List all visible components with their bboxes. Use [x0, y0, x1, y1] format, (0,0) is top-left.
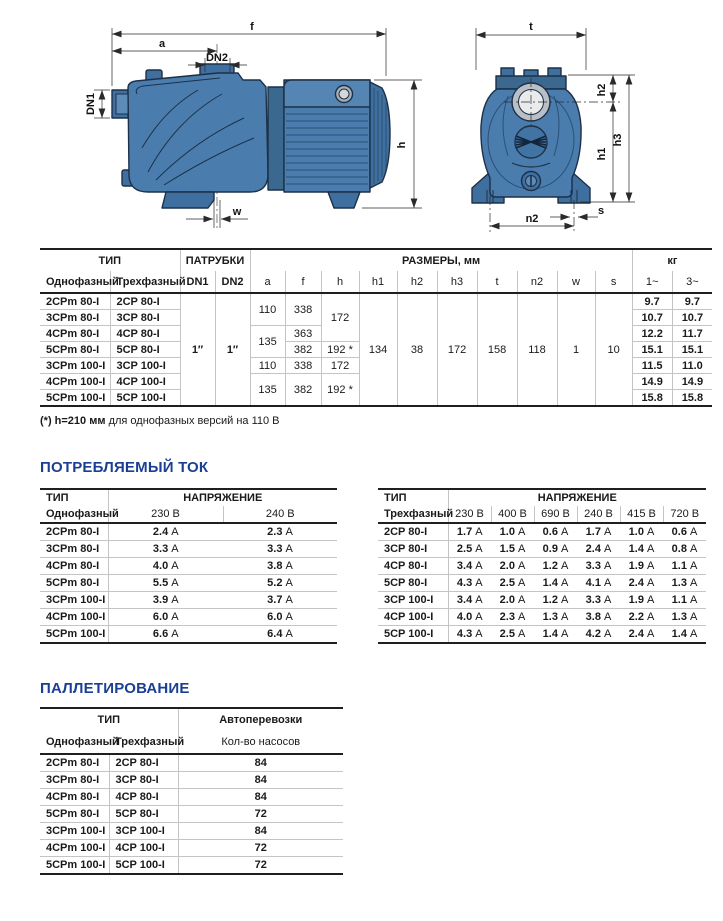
amp-value-240: 3.3 A: [577, 592, 620, 609]
table-row: [40, 293, 712, 310]
dim-value-h: 192 *: [321, 374, 359, 407]
amp-value-230: 3.9 A: [108, 592, 223, 609]
dim-value-f: 382: [285, 374, 321, 407]
table-row: [40, 558, 337, 575]
amp-value-415: 2.4 A: [620, 575, 663, 592]
dim-value-a: 110: [250, 358, 285, 374]
amp-value-230: 3.3 A: [108, 541, 223, 558]
current-tables: [40, 488, 723, 644]
pump-model-three: 4CP 100-I: [109, 840, 178, 857]
pump-model: 5CP 80-I: [378, 575, 448, 592]
pump-model-single: 4CPm 100-I: [40, 840, 109, 857]
pumps-per-pallet: 72: [178, 840, 343, 857]
amp-value-240: 5.2 A: [223, 575, 337, 592]
section-title-pallet: ПАЛЛЕТИРОВАНИЕ: [40, 680, 190, 697]
table-row: [40, 806, 343, 823]
col-type: ТИП: [378, 489, 448, 506]
weight-single: 15.8: [632, 390, 672, 407]
col-volt-240: 240 В: [577, 506, 620, 523]
pump-model-single: 4CPm 80-I: [40, 789, 109, 806]
dim-value-h: 192 *: [321, 342, 359, 358]
amp-value-690: 0.9 A: [534, 541, 577, 558]
palletizing-table: [40, 707, 343, 875]
pump-front-view-drawing: [452, 4, 722, 236]
amp-value-690: 1.4 A: [534, 575, 577, 592]
pump-model-single: 5CPm 80-I: [40, 806, 109, 823]
pump-model-three: 2CP 80-I: [110, 293, 180, 310]
dim-value-f: 338: [285, 293, 321, 326]
amp-value-230: 6.6 A: [108, 626, 223, 644]
footnote-bold: (*) h=210 мм: [40, 415, 106, 427]
pallet-body: [40, 754, 343, 874]
amp-value-415: 2.4 A: [620, 626, 663, 644]
col-dn1: DN1: [180, 271, 215, 293]
col-h: h: [321, 271, 359, 293]
column-header-row: [40, 506, 337, 523]
col-w: w: [557, 271, 595, 293]
pump-model-single: 4CPm 80-I: [40, 326, 110, 342]
table-row: [40, 840, 343, 857]
group-header-row: [40, 708, 343, 731]
dim-label-dn2: DN2: [205, 52, 229, 64]
three-phase-current-table: [378, 488, 706, 644]
pump-model-three: 4CP 80-I: [109, 789, 178, 806]
col-three-phase: Трехфазный: [115, 736, 185, 748]
table-row: [378, 592, 706, 609]
table-row: [40, 857, 343, 875]
pump-model-three: 3CP 80-I: [109, 772, 178, 789]
amp-value-690: 0.6 A: [534, 523, 577, 541]
pump-model-three: 3CP 100-I: [109, 823, 178, 840]
pump-side-view-drawing: [30, 4, 432, 236]
col-qty: Кол-во насосов: [178, 731, 343, 754]
single-phase-current-table: [40, 488, 337, 644]
dim-value-a: 135: [250, 326, 285, 358]
pump-model-single: 3CPm 100-I: [40, 823, 109, 840]
pump-model: 4CPm 80-I: [40, 558, 108, 575]
column-header-row: [40, 731, 343, 754]
dim-value-h: 172: [321, 358, 359, 374]
amp-value-230: 2.5 A: [448, 541, 491, 558]
pump-model: 4CP 100-I: [378, 609, 448, 626]
weight-three: 10.7: [672, 310, 712, 326]
group-header-row: [40, 249, 712, 271]
dimensions-table: [40, 248, 712, 407]
amp-value-415: 2.2 A: [620, 609, 663, 626]
col-group-ports: ПАТРУБКИ: [180, 249, 250, 271]
col-n2: n2: [517, 271, 557, 293]
col-kg-single: 1~: [632, 271, 672, 293]
dn2-value: 1″: [215, 293, 250, 406]
amp-value-720: 1.1 A: [663, 592, 706, 609]
col-group-sizes: РАЗМЕРЫ, мм: [250, 249, 632, 271]
pump-model-three: 5CP 80-I: [110, 342, 180, 358]
col-single-phase: Однофазный: [46, 736, 119, 748]
pump-front-body: [472, 68, 590, 203]
single-current-body: [40, 523, 337, 643]
amp-value-240: 2.3 A: [223, 523, 337, 541]
table-row: [40, 823, 343, 840]
dim-label-f: f: [250, 21, 254, 33]
amp-value-230: 4.0 A: [108, 558, 223, 575]
dim-value-h3: 172: [437, 293, 477, 406]
pump-model-single: 3CPm 80-I: [40, 772, 109, 789]
amp-value-230: 1.7 A: [448, 523, 491, 541]
table-row: [40, 541, 337, 558]
amp-value-230: 4.0 A: [448, 609, 491, 626]
weight-single: 14.9: [632, 374, 672, 390]
amp-value-240: 3.3 A: [223, 541, 337, 558]
amp-value-240: 6.0 A: [223, 609, 337, 626]
dim-value-f: 382: [285, 342, 321, 358]
table-row: [40, 754, 343, 772]
dim-value-a: 110: [250, 293, 285, 326]
dim-label-a: a: [158, 38, 166, 50]
col-transport: Автоперевозки: [178, 708, 343, 731]
footnote-text: для однофазных версий на 110 В: [108, 415, 280, 427]
dim-value-s: 10: [595, 293, 632, 406]
pump-model-single: 5CPm 80-I: [40, 342, 110, 358]
pump-model-single: 5CPm 100-I: [40, 390, 110, 407]
col-group-kg: кг: [632, 249, 712, 271]
dim-value-h2: 38: [397, 293, 437, 406]
table-row: [40, 523, 337, 541]
dim-label-n2: n2: [525, 213, 539, 225]
weight-three: 14.9: [672, 374, 712, 390]
amp-value-690: 1.4 A: [534, 626, 577, 644]
weight-single: 12.2: [632, 326, 672, 342]
amp-value-690: 1.2 A: [534, 558, 577, 575]
pump-side-body: [112, 64, 390, 208]
table-row: [378, 541, 706, 558]
pump-model: 4CPm 100-I: [40, 609, 108, 626]
group-header-row: [378, 489, 706, 506]
column-header-row: [378, 506, 706, 523]
amp-value-240: 3.7 A: [223, 592, 337, 609]
amp-value-720: 1.3 A: [663, 575, 706, 592]
amp-value-230: 2.4 A: [108, 523, 223, 541]
col-volt-720: 720 В: [663, 506, 706, 523]
table-row: [378, 575, 706, 592]
col-volt-400: 400 В: [491, 506, 534, 523]
dim-value-w: 1: [557, 293, 595, 406]
table-row: [40, 772, 343, 789]
col-volt-230: 230 В: [448, 506, 491, 523]
pump-model-three: 5CP 100-I: [109, 857, 178, 875]
amp-value-720: 0.8 A: [663, 541, 706, 558]
amp-value-240: 4.2 A: [577, 626, 620, 644]
col-volt-690: 690 В: [534, 506, 577, 523]
pump-model-three: 4CP 80-I: [110, 326, 180, 342]
col-s: s: [595, 271, 632, 293]
amp-value-240: 3.8 A: [223, 558, 337, 575]
table-row: [378, 626, 706, 644]
pump-model: 3CP 100-I: [378, 592, 448, 609]
pump-model-single: 4CPm 100-I: [40, 374, 110, 390]
amp-value-415: 1.0 A: [620, 523, 663, 541]
col-f: f: [285, 271, 321, 293]
col-dn2: DN2: [215, 271, 250, 293]
dim-label-t: t: [529, 21, 533, 33]
amp-value-230: 5.5 A: [108, 575, 223, 592]
dim-label-h: h: [396, 141, 408, 149]
pump-model-three: 4CP 100-I: [110, 374, 180, 390]
amp-value-230: 3.4 A: [448, 592, 491, 609]
amp-value-720: 1.4 A: [663, 626, 706, 644]
dim-label-dn1: DN1: [85, 92, 97, 116]
table-row: [40, 609, 337, 626]
amp-value-230: 4.3 A: [448, 626, 491, 644]
amp-value-230: 3.4 A: [448, 558, 491, 575]
pump-model: 2CPm 80-I: [40, 523, 108, 541]
amp-value-230: 4.3 A: [448, 575, 491, 592]
col-volt-240: 240 В: [223, 506, 337, 523]
technical-drawings: [0, 0, 723, 236]
pump-model-three: 5CP 100-I: [110, 390, 180, 407]
dim-value-f: 338: [285, 358, 321, 374]
col-single-phase: Однофазный: [46, 275, 119, 288]
amp-value-240: 1.7 A: [577, 523, 620, 541]
amp-value-400: 2.0 A: [491, 558, 534, 575]
col-h1: h1: [359, 271, 397, 293]
table-row: [378, 523, 706, 541]
pump-model: 5CPm 80-I: [40, 575, 108, 592]
amp-value-240: 6.4 A: [223, 626, 337, 644]
pump-model-single: 2CPm 80-I: [40, 293, 110, 310]
weight-three: 15.1: [672, 342, 712, 358]
amp-value-400: 2.5 A: [491, 575, 534, 592]
amp-value-415: 1.9 A: [620, 558, 663, 575]
pumps-per-pallet: 84: [178, 823, 343, 840]
pump-model-three: 2CP 80-I: [109, 754, 178, 772]
weight-three: 11.0: [672, 358, 712, 374]
weight-three: 9.7: [672, 293, 712, 310]
table-row: [40, 626, 337, 644]
col-volt-230: 230 В: [108, 506, 223, 523]
weight-three: 15.8: [672, 390, 712, 407]
dn1-value: 1″: [180, 293, 215, 406]
col-group-type: ТИП: [98, 254, 122, 267]
table-row: [40, 789, 343, 806]
column-header-row: [40, 271, 712, 293]
amp-value-690: 1.2 A: [534, 592, 577, 609]
pump-model: 3CPm 100-I: [40, 592, 108, 609]
pump-model: 5CP 100-I: [378, 626, 448, 644]
pump-model: 3CPm 80-I: [40, 541, 108, 558]
dimensions-footnote: [40, 415, 723, 427]
col-kg-three: 3~: [672, 271, 712, 293]
dim-value-h1: 134: [359, 293, 397, 406]
pump-model-three: 3CP 100-I: [110, 358, 180, 374]
amp-value-720: 0.6 A: [663, 523, 706, 541]
pump-model-single: 5CPm 100-I: [40, 857, 109, 875]
dim-value-f: 363: [285, 326, 321, 342]
amp-value-415: 1.4 A: [620, 541, 663, 558]
col-t: t: [477, 271, 517, 293]
pumps-per-pallet: 84: [178, 754, 343, 772]
amp-value-400: 2.3 A: [491, 609, 534, 626]
section-title-current: ПОТРЕБЛЯЕМЫЙ ТОК: [40, 459, 209, 476]
amp-value-400: 2.5 A: [491, 626, 534, 644]
pump-model-single: 3CPm 100-I: [40, 358, 110, 374]
pump-model: 2CP 80-I: [378, 523, 448, 541]
pumps-per-pallet: 72: [178, 857, 343, 875]
col-h3: h3: [437, 271, 477, 293]
col-volt-415: 415 В: [620, 506, 663, 523]
table-row: [40, 592, 337, 609]
col-a: a: [250, 271, 285, 293]
table-row: [378, 558, 706, 575]
group-header-row: [40, 489, 337, 506]
col-group-type: ТИП: [97, 714, 121, 726]
col-three-phase: Трехфазный: [110, 271, 180, 293]
amp-value-690: 1.3 A: [534, 609, 577, 626]
dim-label-h2: h2: [596, 83, 608, 97]
pumps-per-pallet: 72: [178, 806, 343, 823]
pump-model: 3CP 80-I: [378, 541, 448, 558]
col-group-voltage: НАПРЯЖЕНИЕ: [108, 489, 337, 506]
pump-model-three: 3CP 80-I: [110, 310, 180, 326]
weight-single: 10.7: [632, 310, 672, 326]
amp-value-720: 1.1 A: [663, 558, 706, 575]
dim-label-h3: h3: [612, 133, 624, 147]
amp-value-230: 6.0 A: [108, 609, 223, 626]
pump-model: 4CP 80-I: [378, 558, 448, 575]
amp-value-720: 1.3 A: [663, 609, 706, 626]
table-row: [40, 575, 337, 592]
col-phase: Однофазный: [40, 506, 108, 523]
col-phase: Трехфазный: [378, 506, 448, 523]
dim-value-h: 172: [321, 293, 359, 342]
pump-model-single: 2CPm 80-I: [40, 754, 109, 772]
pump-model-single: 3CPm 80-I: [40, 310, 110, 326]
col-h2: h2: [397, 271, 437, 293]
dim-label-w: w: [232, 206, 242, 218]
dim-label-s: s: [597, 205, 605, 217]
weight-single: 11.5: [632, 358, 672, 374]
amp-value-240: 3.8 A: [577, 609, 620, 626]
dim-value-t: 158: [477, 293, 517, 406]
pump-model: 5CPm 100-I: [40, 626, 108, 644]
pumps-per-pallet: 84: [178, 772, 343, 789]
col-group-voltage: НАПРЯЖЕНИЕ: [448, 489, 706, 506]
dim-label-h1: h1: [596, 147, 608, 161]
dim-value-n2: 118: [517, 293, 557, 406]
pumps-per-pallet: 84: [178, 789, 343, 806]
amp-value-400: 1.0 A: [491, 523, 534, 541]
three-current-body: [378, 523, 706, 643]
col-type: ТИП: [40, 489, 108, 506]
dim-value-a: 135: [250, 374, 285, 407]
weight-single: 15.1: [632, 342, 672, 358]
amp-value-240: 2.4 A: [577, 541, 620, 558]
weight-single: 9.7: [632, 293, 672, 310]
amp-value-240: 4.1 A: [577, 575, 620, 592]
weight-three: 11.7: [672, 326, 712, 342]
amp-value-415: 1.9 A: [620, 592, 663, 609]
amp-value-400: 2.0 A: [491, 592, 534, 609]
amp-value-240: 3.3 A: [577, 558, 620, 575]
amp-value-400: 1.5 A: [491, 541, 534, 558]
pump-model-three: 5CP 80-I: [109, 806, 178, 823]
table-row: [378, 609, 706, 626]
